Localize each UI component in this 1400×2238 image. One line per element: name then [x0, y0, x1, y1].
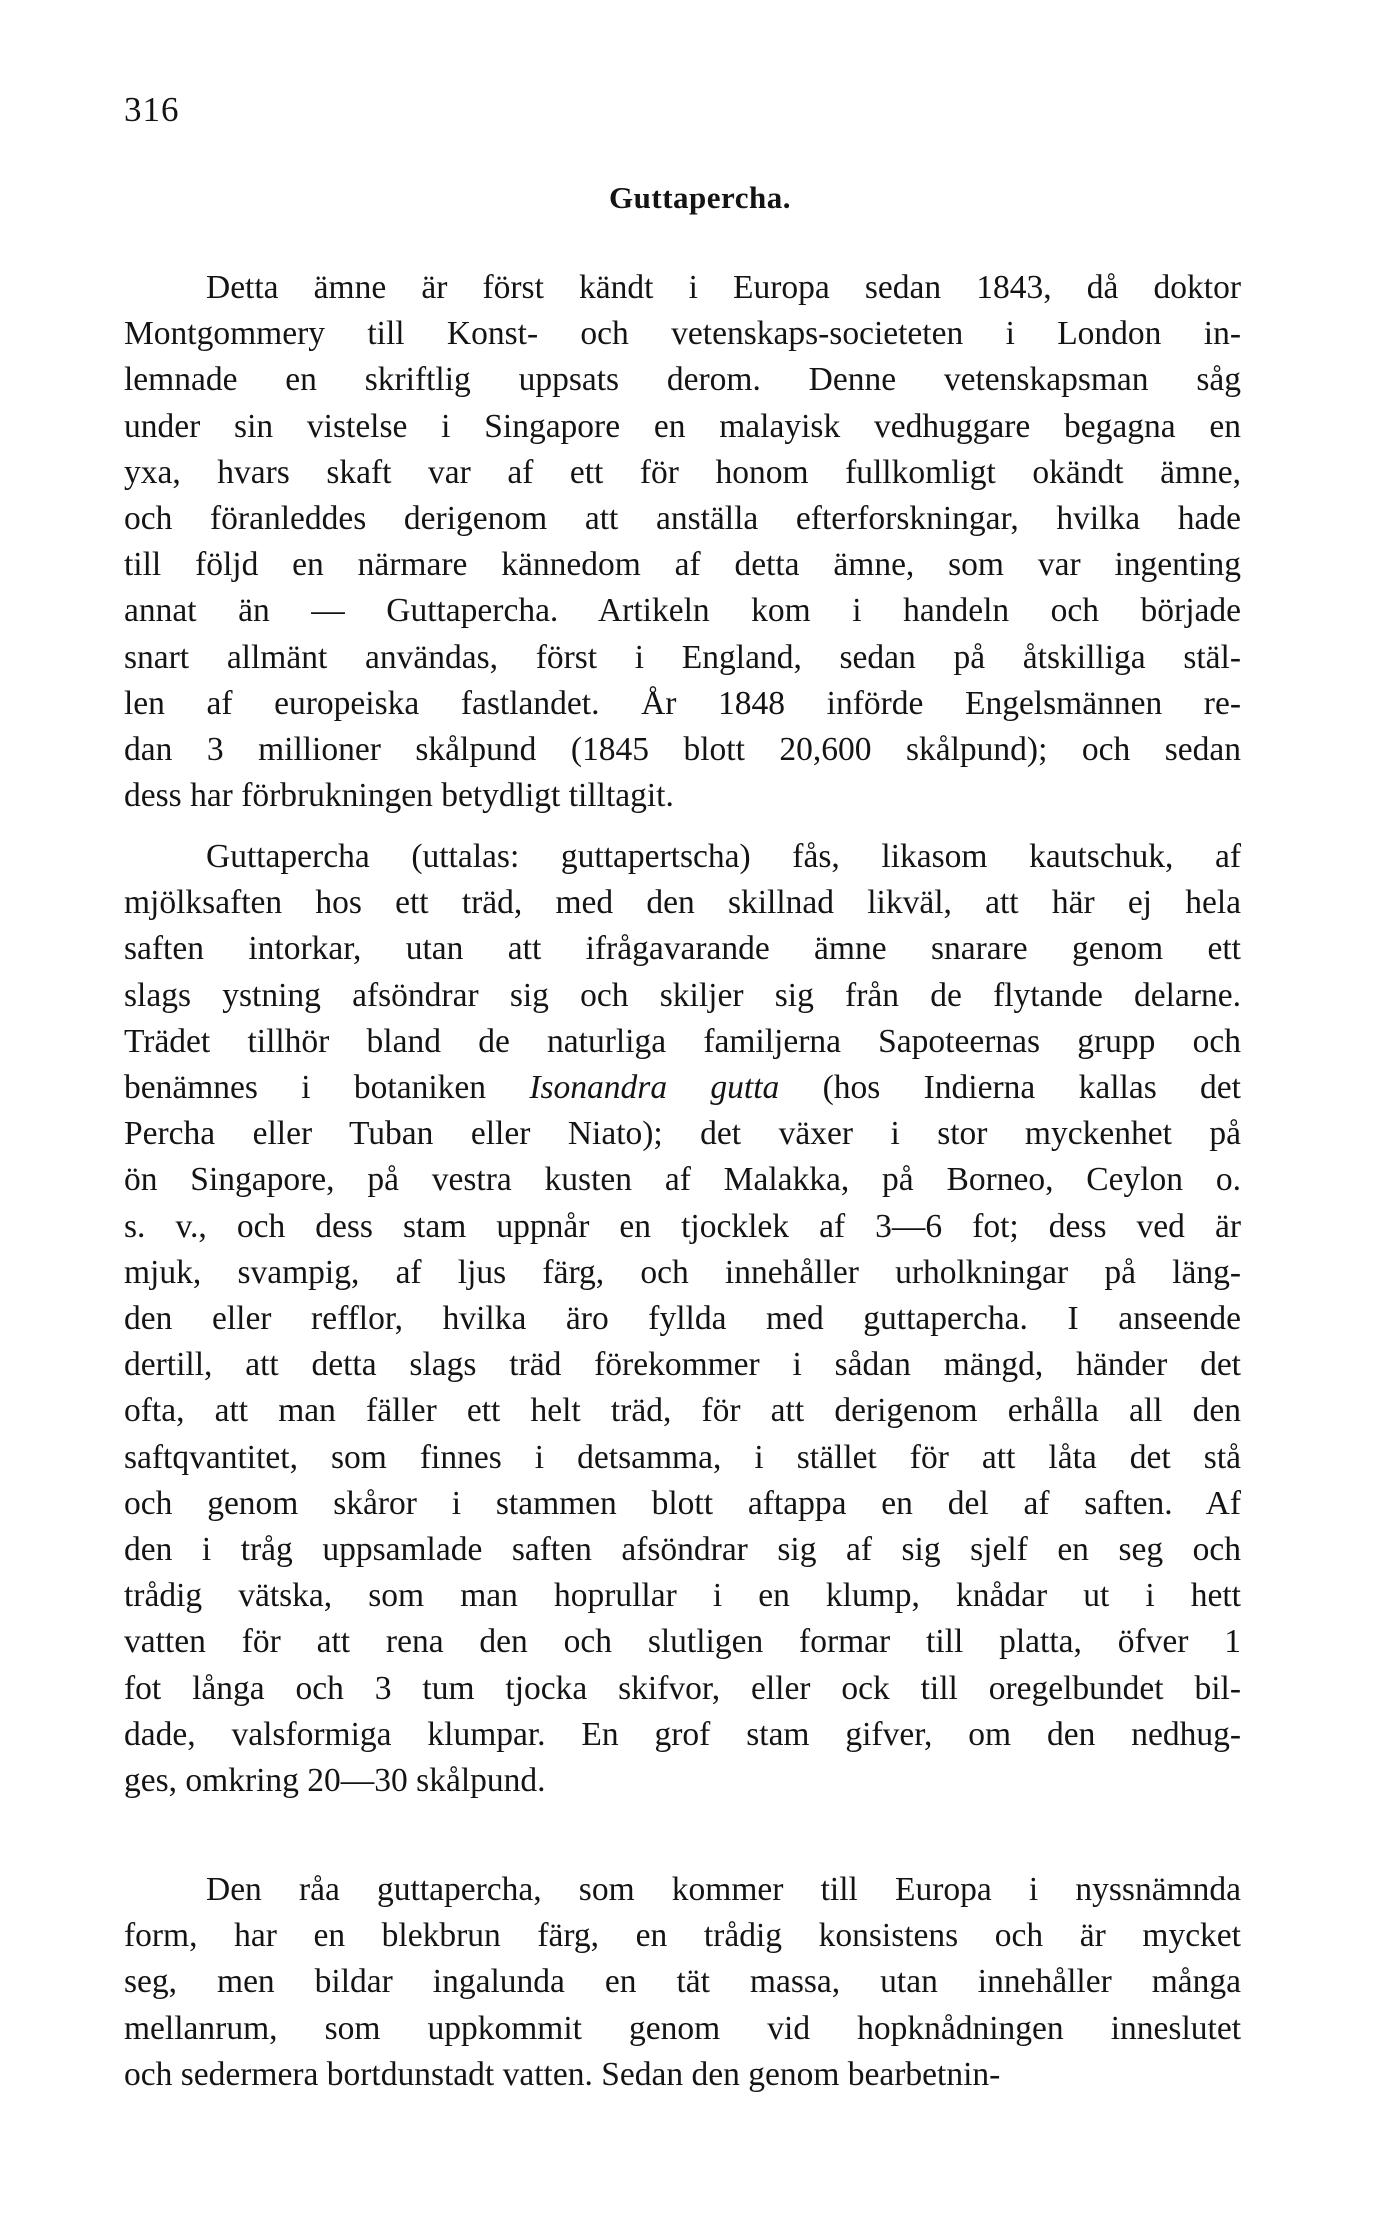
text-line: dess har förbrukningen betydligt tilltagit.	[124, 777, 674, 815]
text-line: slags ystning afsöndrar sig och skiljer sig från de flytande delarne.	[124, 976, 1241, 1014]
paragraph-3	[124, 1867, 1241, 2098]
text-line: och sedermera bortdunstadt vatten. Sedan den genom bearbetnin-	[124, 2055, 1001, 2093]
text-line: fot långa och 3 tum tjocka skifvor, eller ock till oregelbundet bil-	[124, 1669, 1241, 1707]
text-line: ofta, att man fäller ett helt träd, för att derigenom erhålla all den	[124, 1392, 1241, 1430]
text-line: mjuk, svampig, af ljus färg, och innehåller urholkningar på läng-	[124, 1253, 1241, 1291]
text-line: Den råa guttapercha, som kommer till Europa i nyssnämnda	[206, 1871, 1241, 1908]
text-line: och föranleddes derigenom att anställa efterforskningar, hvilka hade	[124, 500, 1241, 538]
text-line: annat än — Guttapercha. Artikeln kom i handeln och började	[124, 592, 1241, 630]
text-line: och genom skåror i stammen blott aftappa en del af saften. Af	[124, 1484, 1241, 1522]
text-line: mellanrum, som uppkommit genom vid hopknådningen inneslutet	[124, 2009, 1241, 2047]
text-line: Trädet tillhör bland de naturliga familjerna Sapoteernas grupp och	[124, 1022, 1241, 1060]
text-line: dade, valsformiga klumpar. En grof stam gifver, om den nedhug-	[124, 1715, 1241, 1753]
text-line: dertill, att detta slags träd förekommer i sådan mängd, händer det	[124, 1346, 1241, 1384]
text-line: Detta ämne är först kändt i Europa sedan 1843, då doktor	[206, 269, 1241, 306]
text-line	[124, 1065, 1241, 1111]
text-line: len af europeiska fastlandet. År 1848 införde Engelsmännen re-	[124, 684, 1241, 722]
text-line: seg, men bildar ingalunda en tät massa, utan innehåller många	[124, 1963, 1241, 2001]
text-line: form, har en blekbrun färg, en trådig konsistens och är mycket	[124, 1917, 1241, 1955]
text-line: lemnade en skriftlig uppsats derom. Denne vetenskapsman såg	[124, 361, 1241, 399]
text-line: saften intorkar, utan att ifrågavarande ämne snarare genom ett	[124, 930, 1241, 968]
text-line: den i tråg uppsamlade saften afsöndrar sig af sig sjelf en seg och	[124, 1531, 1241, 1569]
text-line: Percha eller Tuban eller Niato); det växer i stor myckenhet på	[124, 1115, 1241, 1153]
text-line: dan 3 millioner skålpund (1845 blott 20,600 skålpund); och sedan	[124, 731, 1241, 769]
line-text-before: benämnes i botaniken	[124, 1069, 530, 1107]
text-line: yxa, hvars skaft var af ett för honom fullkomligt okändt ämne,	[124, 453, 1241, 491]
line-text-after: (hos Indierna kallas det	[779, 1069, 1241, 1107]
text-line: under sin vistelse i Singapore en malayisk vedhuggare begagna en	[124, 407, 1241, 445]
text-line: den eller refflor, hvilka äro fyllda med guttapercha. I anseende	[124, 1300, 1241, 1338]
text-line: till följd en närmare kännedom af detta ämne, som var ingenting	[124, 546, 1241, 584]
text-line: ges, omkring 20—30 skålpund.	[124, 1762, 546, 1800]
paragraph-2	[124, 834, 1241, 1804]
text-line: mjölksaften hos ett träd, med den skillnad likväl, att här ej hela	[124, 884, 1241, 922]
page-number: 316	[124, 90, 180, 129]
text-line: vatten för att rena den och slutligen formar till platta, öfver 1	[124, 1623, 1241, 1661]
text-line: Montgommery till Konst- och vetenskaps-societeten i London in-	[124, 315, 1241, 353]
text-line: Guttapercha (uttalas: guttapertscha) fås, likasom kautschuk, af	[206, 838, 1241, 875]
text-line: ön Singapore, på vestra kusten af Malakka, på Borneo, Ceylon o.	[124, 1161, 1241, 1199]
text-line: snart allmänt användas, först i England, sedan på åtskilliga stäl-	[124, 638, 1241, 676]
text-line: s. v., och dess stam uppnår en tjocklek af 3—6 fot; dess ved är	[124, 1207, 1241, 1245]
botanical-name: Isonandra gutta	[529, 1069, 780, 1107]
section-title: Guttapercha.	[609, 180, 791, 215]
text-line: trådig vätska, som man hoprullar i en klump, knådar ut i hett	[124, 1577, 1241, 1615]
text-line: saftqvantitet, som finnes i detsamma, i stället för att låta det stå	[124, 1438, 1241, 1476]
paragraph-1	[124, 265, 1241, 819]
